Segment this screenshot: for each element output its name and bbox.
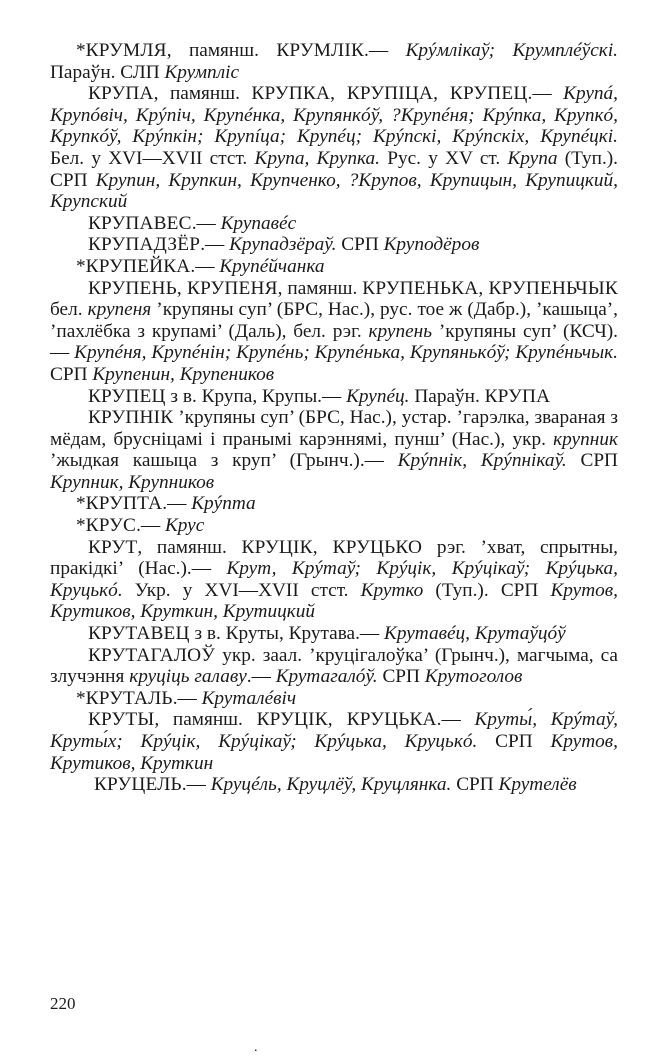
reconstructed-mark: * — [76, 255, 86, 277]
entry-krus — [50, 515, 618, 537]
headword: КРУПАДЗЁР — [88, 234, 201, 256]
entry-text: .— — [190, 255, 220, 277]
surname-forms: Крутелёв — [498, 774, 577, 796]
entry-text: .— — [191, 212, 221, 234]
headword: КРУЦЕЛЬ — [94, 774, 182, 796]
headword: КРУПКА, КРУПІЦА, КРУПЕЦ — [251, 83, 528, 105]
entry-text: СРП — [377, 666, 425, 688]
surname-forms: Круцéль, Круцлёў, Круцлянка. — [210, 774, 452, 796]
entry-text: , памянш. — [153, 83, 252, 105]
entry-krupta — [50, 493, 618, 515]
entry-text: , памянш. — [166, 40, 277, 61]
entry-text: з в. Крупа, Крупы.— — [165, 385, 347, 407]
headword: КРУМЛЯ — [85, 40, 167, 61]
headword: КРУПА — [88, 83, 154, 105]
surname-forms: Крутко — [360, 579, 424, 601]
entry-text: .— — [181, 774, 211, 796]
surname-forms: Крупá, Крупóвіч, Крýпіч, Крупéнка, Крупянкóў, ?Крупéня; Крýпка, Крупкó, Крупкóў, Крýпкін; Крупíца; Крупéц; Крýпскі, Крýпскіх, Крупéцкі. — [50, 83, 618, 148]
headword: КРУТАГАЛОЎ — [88, 644, 216, 666]
headword: КРУТ — [88, 536, 138, 558]
reconstructed-mark: * — [76, 515, 86, 537]
headword: КРУТАЛЬ — [85, 687, 173, 709]
surname-forms: крупник — [553, 428, 618, 450]
entry-text: ’крупяны суп’ (КСЧ).— — [50, 320, 618, 364]
entry-text: ’крупяны суп’ (БРС, Нас.), устар. ’гарэлка, звараная з мёдам, брусніцамі і пранымі карэннямі, пунш’ (Нас.), укр. — [50, 407, 618, 450]
entry-text: , памянш. — [277, 277, 363, 299]
entry-krumlya — [50, 40, 618, 83]
surname-forms: Крус — [164, 515, 205, 537]
entry-kruty — [50, 709, 618, 774]
surname-forms: Крупéня, Крупéнін; Крупéнь; Крупéнька, Крупянькóў; Крупéньчык. — [74, 342, 618, 364]
surname-forms: Круподёров — [383, 234, 480, 256]
entry-text: Параўн. СЛП — [50, 61, 165, 83]
surname-forms: Крупа, Крупка. — [254, 147, 380, 169]
reconstructed-mark: * — [76, 493, 86, 515]
surname-forms: Крутоголов — [424, 666, 523, 688]
surname-forms: Круты́, Крýтаў, Круты́х; Крýцік, Крýцікаў; Крýцька, Круцькó. — [50, 709, 619, 752]
entry-krupets — [50, 386, 618, 408]
surname-forms: Крýпнік, Крýпнікаў. — [397, 450, 567, 472]
surname-forms: Крумпліс — [164, 61, 240, 83]
surname-forms: Крупéйчанка — [219, 255, 325, 277]
reconstructed-mark: * — [76, 40, 86, 61]
entry-text: .— — [246, 666, 276, 688]
entry-text: .— — [136, 515, 165, 537]
headword: КРУПЕНЬКА, КРУПЕНЬЧЫК — [362, 277, 618, 299]
headword: КРУПА — [484, 385, 551, 407]
headword: КРУПЕЦ — [88, 385, 166, 407]
headword: КРУЦІК, КРУЦЬКО — [241, 536, 423, 558]
dictionary-column — [50, 40, 618, 796]
entry-text: Рус. у XV ст. — [380, 147, 508, 169]
entry-text: Параўн. — [409, 385, 485, 407]
entry-text: .— — [172, 687, 202, 709]
entry-text: СРП — [451, 774, 499, 796]
entry-krut — [50, 537, 618, 623]
entry-krupeika — [50, 256, 618, 278]
surname-forms: Крутов, Крутиков, Круткин — [50, 731, 618, 774]
surname-forms: Крутагалóў. — [275, 666, 378, 688]
headword: КРУТАВЕЦ — [88, 623, 190, 645]
entry-krupaves — [50, 213, 618, 235]
surname-forms: Крýмлікаў; Крумплéўскі. — [405, 40, 618, 61]
entry-krupen — [50, 278, 618, 386]
entry-text: СРП — [336, 234, 384, 256]
headword: КРУПАВЕС — [88, 212, 192, 234]
entry-text: (Туп.). СРП — [50, 147, 619, 191]
entry-krutsel — [50, 774, 618, 796]
entry-text: бел. — [50, 299, 88, 321]
headword: КРУС — [85, 515, 137, 537]
entry-text: ’крупяны суп’ (БРС, Нас.), рус. тое ж (Дабр.), ’кашыца’, ’пахлёбка з крупамі’ (Даль), бел. рэг. — [50, 299, 618, 342]
surname-forms: Крупа — [507, 147, 558, 169]
entry-text: Укр. у XVI—XVII стст. — [122, 579, 361, 601]
headword: КРУЦІК, КРУЦЬКА — [256, 709, 437, 731]
headword: КРУПТА — [85, 493, 163, 515]
entry-krupadzer — [50, 234, 618, 256]
entry-text: СРП — [50, 363, 93, 385]
entry-krutal — [50, 688, 618, 710]
entry-text: .— — [527, 83, 564, 105]
entry-text: (Туп.). СРП — [423, 579, 551, 601]
entry-text: Бел. у XVI—XVII стст. — [50, 147, 255, 169]
surname-forms: Крутавéц, Крутаўцóў — [384, 623, 566, 645]
surname-forms: Крупник, Крупников — [50, 471, 215, 493]
entry-krutagalou — [50, 645, 618, 688]
entry-text: .— — [436, 709, 475, 731]
surname-forms: Крупавéс — [220, 212, 297, 234]
headword: КРУТЫ — [88, 709, 155, 731]
surname-forms: крупеня — [87, 299, 152, 321]
entry-text: СРП — [477, 731, 551, 752]
surname-forms: круціць галаву — [129, 666, 247, 688]
page-number: 220 — [50, 994, 76, 1013]
entry-text: .— — [200, 234, 230, 256]
surname-forms: Крупенин, Крупеников — [92, 363, 275, 385]
surname-forms: Крупéц. — [346, 385, 410, 407]
headword: КРУМЛІК — [276, 40, 365, 61]
bottom-mark: . — [254, 1040, 258, 1055]
surname-forms: Крýпта — [191, 493, 256, 515]
entry-krutavets — [50, 623, 618, 645]
surname-forms: Крут, Крýтаў; Крýцік, Крýцікаў; Крýцька, Круцькó. — [50, 558, 618, 601]
entry-krupa — [50, 83, 618, 213]
entry-text: .— — [364, 40, 406, 61]
entry-text: , памянш. — [154, 709, 257, 731]
entry-krupnik — [50, 407, 618, 493]
entry-text: укр. заал. ’круцігалоўка’ (Грынч.), магчыма, са злучэння — [50, 644, 618, 688]
reconstructed-mark: * — [76, 687, 86, 709]
headword: КРУПЕЙКА — [85, 255, 191, 277]
surname-forms: крупень — [368, 320, 432, 342]
surname-forms: Крутов, Крутиков, Круткин, Крутицкий — [50, 579, 618, 623]
entry-text: , памянш. — [137, 536, 242, 558]
surname-forms: Круталéвіч — [201, 687, 297, 709]
headword: КРУПНІК — [88, 407, 174, 429]
entry-text: ’жыдкая кашыца з круп’ (Грынч.).— — [50, 450, 398, 472]
surname-forms: Крупадзёраў. — [229, 234, 337, 256]
entry-text: з в. Круты, Крутава.— — [189, 623, 385, 645]
entry-text: СРП — [566, 450, 618, 472]
surname-forms: Крупин, Крупкин, Крупченко, ?Крупов, Крупицын, Крупицкий, Крупский — [50, 169, 618, 213]
headword: КРУПЕНЬ, КРУПЕНЯ — [88, 277, 278, 299]
entry-text: рэг. ’хват, спрытны, пракідкі’ (Нас.).— — [50, 536, 618, 580]
entry-text: .— — [162, 493, 192, 515]
